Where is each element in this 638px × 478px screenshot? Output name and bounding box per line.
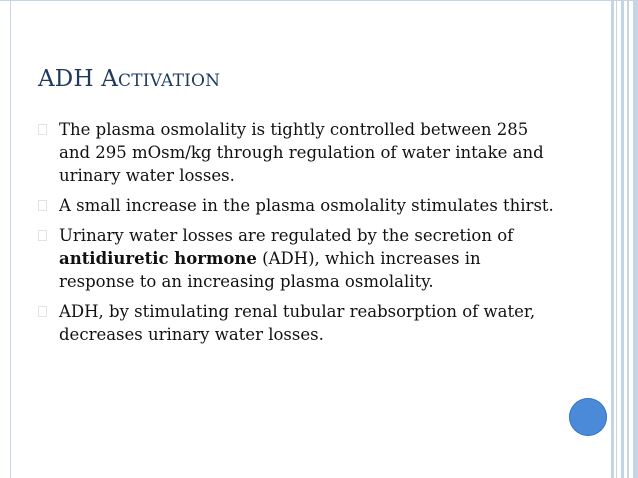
bullet-text-part: A small increase in the plasma osmolality stimulates thirst. (59, 196, 554, 215)
bullet-item (38, 194, 558, 217)
bullet-item (38, 300, 558, 346)
left-border-line (10, 0, 11, 478)
slide-title-first: ADH A (38, 66, 119, 92)
square-bullet-icon (38, 200, 47, 211)
top-border-line (0, 0, 638, 1)
square-bullet-icon (38, 230, 47, 241)
right-stripe (611, 0, 614, 478)
bullet-text (59, 196, 554, 215)
bullet-text-part: ADH, by stimulating renal tubular reabsorption of water, decreases urinary water losses. (59, 302, 536, 344)
right-stripe (616, 0, 617, 478)
slide-title (38, 66, 220, 92)
right-stripe (627, 0, 629, 478)
square-bullet-icon (38, 306, 47, 317)
right-stripe (633, 0, 638, 478)
bullet-text-part: (ADH), which increases in response to an increasing plasma osmolality. (59, 249, 481, 291)
bullet-item (38, 118, 558, 187)
bullet-text-bold: antidiuretic hormone (59, 249, 257, 268)
right-stripe (621, 0, 624, 478)
bullet-text (59, 302, 535, 344)
square-bullet-icon (38, 124, 47, 135)
slide-title-rest: CTIVATION (118, 71, 221, 91)
bullet-text (59, 120, 544, 185)
bullet-item (38, 224, 558, 293)
circle-decoration (569, 398, 607, 436)
bullet-text (59, 226, 513, 291)
bullet-text-part: The plasma osmolality is tightly controlled between 285 and 295 mOsm/kg through regulation of water intake and urinary water losses. (59, 120, 544, 185)
bullet-list (38, 118, 558, 353)
bullet-text-part: Urinary water losses are regulated by the secretion of (59, 226, 514, 245)
